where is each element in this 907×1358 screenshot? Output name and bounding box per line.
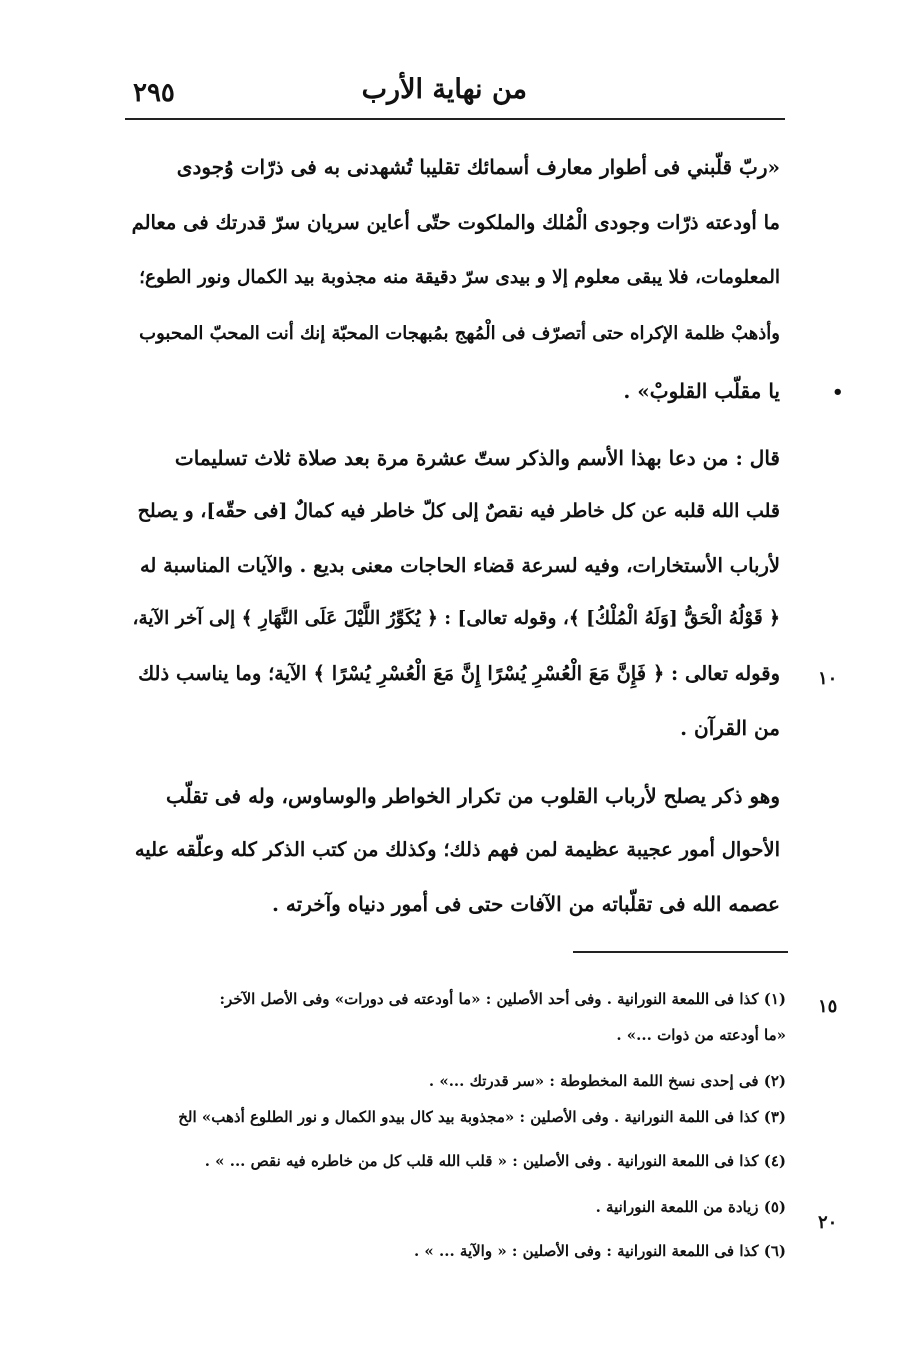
text-line: من القرآن .	[680, 716, 780, 740]
header-rule	[125, 118, 785, 120]
text-line: وأذهبْ ظلمة الإكراه حتى أتصرّف فى الْمُهج بمُبهجات المحبّة إنك أنت المحبّ المحبوب	[139, 323, 780, 344]
footnotes	[126, 990, 786, 1280]
text-line: قلب الله قلبه عن كل خاطر فيه نقصٌ إلى كلّ خاطر فيه كمالٌ [فى حقّه]، و يصلح	[137, 500, 780, 522]
paragraph-1	[132, 155, 780, 415]
footnote-1: (١) كذا فى اللمعة النورانية . وفى أحد الأصلين : «ما أودعته فى دورات» وفى الأصل الآخر:	[219, 990, 786, 1008]
line-number-20: ٢٠	[818, 1212, 838, 1233]
line-number-15: ١٥	[818, 996, 838, 1017]
text-line: ما أودعته ذرّات وجودى الْمُلك والملكوت حتّى أعاين سريان سرّ قدرتك فى معالم	[131, 211, 780, 234]
text-line: عصمه الله فى تقلّباته من الآفات حتى فى أمور دنياه وآخرته .	[272, 892, 780, 916]
text-line: يا مقلّب القلوبْ» .	[623, 379, 780, 403]
footnote-rule	[573, 951, 788, 953]
text-line: الأحوال أمور عجيبة عظيمة لمن فهم ذلك؛ وكذلك من كتب الذكر كله وعلّقه عليه	[134, 838, 780, 861]
paragraph-3	[132, 784, 780, 924]
margin-star-marker: •	[832, 382, 844, 403]
footnote-2: (٢) فى إحدى نسخ اللمة المخطوطة : «سر قدرتك ...» .	[428, 1072, 786, 1090]
text-line: المعلومات، فلا يبقى معلوم إلا و بيدى سرّ دقيقة منه مجذوبة بيد الكمال ونور الطوع؛	[139, 267, 780, 288]
text-line: ﴿ قَوْلُهُ الْحَقُّ [وَلَهُ الْمُلْكُ] ﴾، وقوله تعالى] : ﴿ يُكَوِّرُ اللَّيْلَ عَلَى النَّهَارِ ﴾ إلى آخر الآية،	[132, 608, 780, 629]
footnote-5: (٥) زيادة من اللمعة النورانية .	[595, 1198, 786, 1216]
paragraph-2	[132, 446, 780, 746]
text-line: قال : من دعا بهذا الأسم والذكر ستّ عشرة مرة بعد صلاة ثلاث تسليمات	[174, 446, 780, 470]
footnote-3: (٣) كذا فى اللمة النورانية . وفى الأصلين : «مجذوبة بيد كال بيدو الكمال و نور الطلوع أذهب» الخ	[178, 1108, 786, 1126]
footnote-1-continued: «ما أودعته من ذوات ...» .	[616, 1026, 786, 1044]
text-line: «ربّ قلّبني فى أطوار معارف أسمائك تقليبا تُشهدنى به فى ذرّات وُجودى	[176, 155, 780, 179]
page-header	[125, 72, 785, 118]
text-line: لأرباب الأستخارات، وفيه لسرعة قضاء الحاجات معنى بديع . والآيات المناسبة له	[139, 554, 780, 577]
footnote-6: (٦) كذا فى اللمعة النورانية : وفى الأصلين : « والآية ... » .	[413, 1242, 786, 1260]
line-number-10: ١٠	[818, 668, 838, 689]
text-line: وهو ذكر يصلح لأرباب القلوب من تكرار الخواطر والوساوس، وله فى تقلّب	[165, 784, 780, 808]
footnote-4: (٤) كذا فى اللمعة النورانية . وفى الأصلين : « قلب الله قلب كل من خاطره فيه نقص ... » .	[204, 1152, 786, 1170]
text-line: وقوله تعالى : ﴿ فَإِنَّ مَعَ الْعُسْرِ يُسْرًا إِنَّ مَعَ الْعُسْرِ يُسْرًا ﴾ الآية؛ وما يناسب ذلك	[138, 662, 780, 685]
running-title: من نهاية الأرب	[361, 74, 527, 105]
page-number: ٢٩٥	[133, 78, 175, 108]
